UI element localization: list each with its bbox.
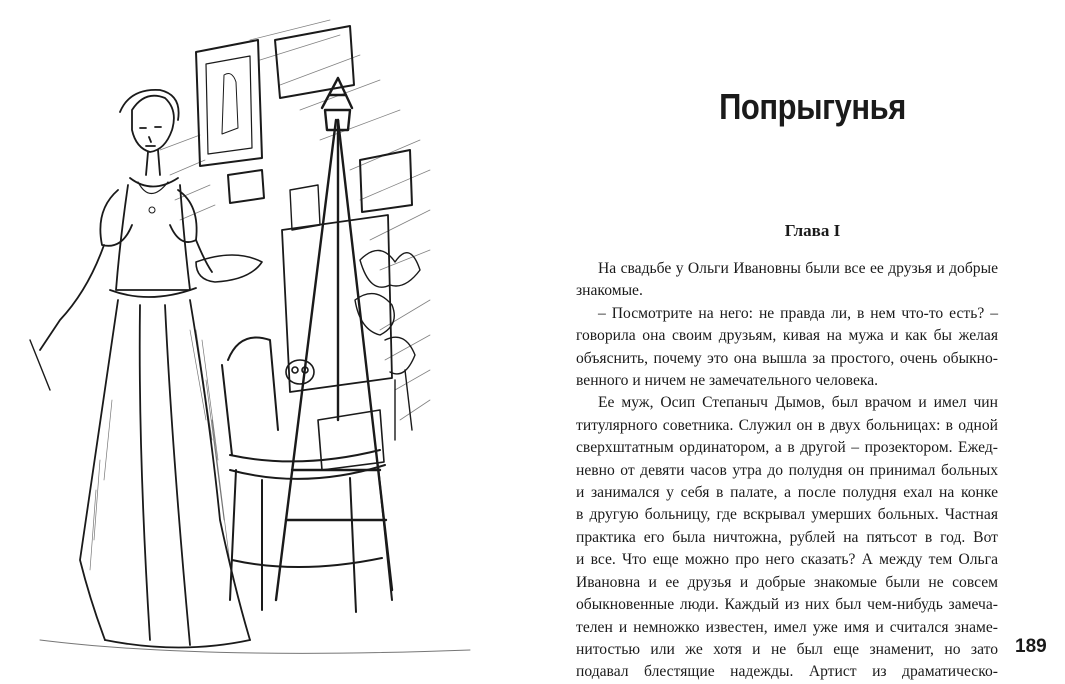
text-line: и все. Что еще можно про него сказать? А между тем Ольга	[576, 551, 998, 569]
body-text	[576, 258, 998, 684]
text-line: венного и ничем не замечательного человека.	[576, 372, 879, 390]
text-line: объяснить, почему это она вышла за простого, очень обыкно-	[576, 349, 998, 367]
text-line: Ее муж, Осип Степаныч Дымов, был врачом и имел чин	[598, 394, 998, 412]
text-page	[560, 0, 1065, 681]
text-line: в другую больницу, где вскрывал умерших больных. Частная	[576, 506, 998, 524]
text-line: титулярного советника. Служил он в двух больницах: в одной	[576, 416, 998, 434]
text-line: На свадьбе у Ольги Ивановны были все ее друзья и добрые	[598, 260, 998, 277]
text-line: обыкновенные люди. Каждый из них был чем-нибудь замеча-	[576, 596, 998, 614]
paragraph	[576, 392, 998, 683]
text-line: говорила она своим друзьям, кивая на мужа и как бы желая	[576, 327, 998, 345]
text-line: Ивановна и ее друзья и добрые знакомые были не совсем	[576, 573, 998, 591]
text-line: подавал блестящие надежды. Артист из драматическо-	[576, 663, 998, 681]
page-number: 189	[1015, 636, 1047, 657]
text-line: нитостью или же хотя и не был еще знаменит, но зато	[576, 640, 998, 658]
chapter-heading: Глава I	[784, 221, 841, 240]
text-line: и занимался у себя в палате, а после полудня ехал на конке	[576, 484, 998, 502]
text-line: сверхштатным ординатором, а в другой – прозектором. Ежед-	[576, 439, 998, 457]
text-line: знакомые.	[576, 282, 643, 300]
paragraph	[576, 303, 998, 393]
story-title: Попрыгунья	[719, 86, 906, 127]
text-line: практика его была ничтожна, рублей на пятьсот в год. Вот	[576, 528, 998, 546]
text-line: телен и немножко известен, имел уже имя и считался знаме-	[576, 618, 998, 636]
text-line: – Посмотрите на него: не правда ли, в нем что-то есть? –	[598, 304, 998, 322]
paragraph	[576, 258, 998, 303]
text-line: невно от девяти часов утра до полудня он принимал больных	[576, 461, 998, 479]
